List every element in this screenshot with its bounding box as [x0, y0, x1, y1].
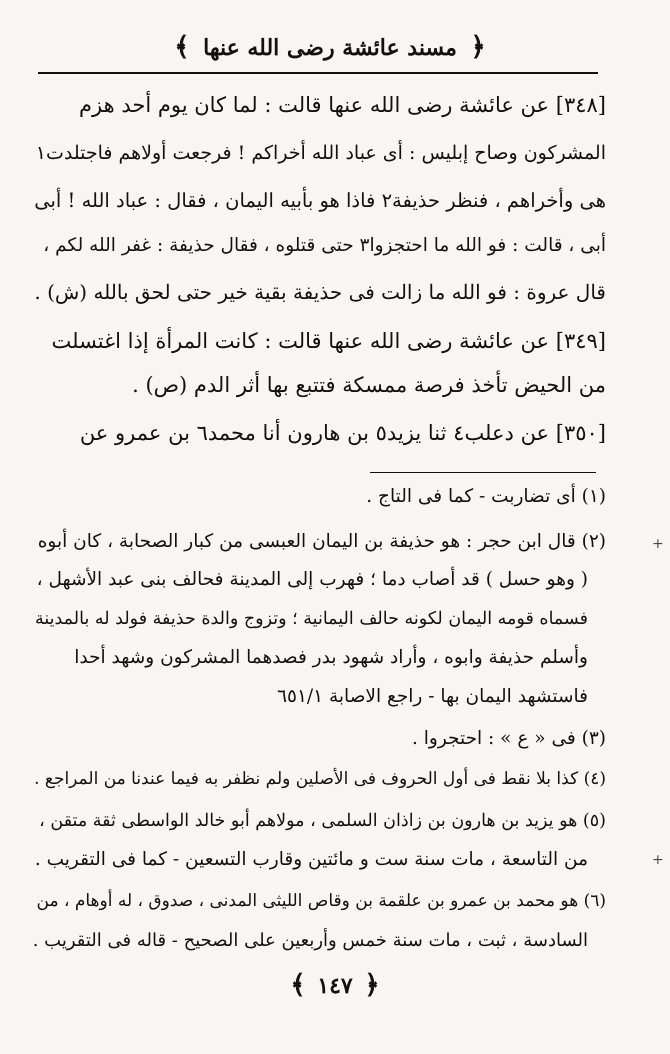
- footnote-line: (٢) قال ابن حجر : هو حذيفة بن اليمان العبسى من كبار الصحابة ، كان أبوه: [37, 531, 606, 552]
- text-line: [٣٥٠] عن دعلب٤ ثنا يزيد٥ بن هارون أنا محمد٦ بن عمرو عن: [79, 421, 606, 445]
- footnote-line: (٦) هو محمد بن عمرو بن علقمة بن وقاص الليثى المدنى ، صدوق ، له أوهام ، من: [36, 891, 606, 911]
- header-rule: [38, 72, 598, 74]
- footer-open-bracket: ﴿: [364, 970, 380, 1000]
- footnote-line: فسماه قومه اليمان لكونه حالف اليمانية ؛ وتزوج والدة حذيفة فولد له بالمدينة: [34, 609, 588, 629]
- footnote-line: (٥) هو يزيد بن هارون بن زاذان السلمى ، مولاهم أبو خالد الواسطى ثقة متقن ،: [39, 811, 606, 831]
- text-line: قال عروة : فو الله ما زالت فى حذيفة بقية خير حتى لحق بالله (ش) .: [34, 280, 606, 304]
- footnote-line: فاستشهد اليمان بها - راجع الاصابة ٦٥١/١: [277, 686, 588, 707]
- header-open-bracket: ﴿: [470, 32, 486, 62]
- header-close-bracket: ﴾: [174, 32, 190, 62]
- text-line: هى وأخراهم ، فنظر حذيفة٢ فاذا هو بأبيه اليمان ، فقال : عباد الله ! أبى: [34, 189, 606, 212]
- footnote-line: (٤) كذا بلا نقط فى أول الحروف فى الأصلين ولم نظفر به فيما عندنا من المراجع .: [34, 769, 606, 789]
- footnote-line: من التاسعة ، مات سنة ست و مائتين وقارب التسعين - كما فى التقريب .: [34, 849, 588, 870]
- footnote-line: وأسلم حذيفة وابوه ، وأراد شهود بدر فصدهما المشركون وشهد أحدا: [74, 647, 588, 668]
- footnote-line: ( وهو حسل ) قد أصاب دما ؛ فهرب إلى المدينة فحالف بنى عبد الأشهل ،: [36, 569, 588, 590]
- footer-close-bracket: ﴾: [290, 970, 306, 1000]
- footnote-line: (١) أى تضاربت - كما فى التاج .: [366, 486, 606, 507]
- margin-mark-icon: +: [652, 536, 664, 552]
- text-line: [٣٤٨] عن عائشة رضى الله عنها قالت : لما كان يوم أحد هزم: [79, 93, 606, 117]
- margin-mark-icon: +: [652, 852, 664, 868]
- header-title: مسند عائشة رضى الله عنها: [203, 35, 457, 61]
- page-number-footer: [0, 970, 670, 1000]
- text-line: من الحيض تأخذ فرصة ممسكة فتتبع بها أثر الدم (ص) .: [132, 373, 606, 397]
- text-line: المشركون وصاح إبليس : أى عباد الله أخراكم ! فرجعت أولاهم فاجتلدت١: [35, 142, 606, 164]
- running-header: [60, 32, 600, 62]
- footnote-line: (٣) فى « ع » : احتجروا .: [412, 728, 606, 749]
- footnote-separator: [370, 472, 596, 473]
- page-number: ١٤٧: [317, 973, 353, 999]
- footnote-line: السادسة ، ثبت ، مات سنة خمس وأربعين على الصحيح - قاله فى التقريب .: [32, 930, 588, 951]
- text-line: أبى ، قالت : فو الله ما احتجزوا٣ حتى قتلوه ، فقال حذيفة : غفر الله لكم ،: [43, 235, 606, 256]
- text-line: [٣٤٩] عن عائشة رضى الله عنها قالت : كانت المرأة إذا اغتسلت: [51, 329, 606, 353]
